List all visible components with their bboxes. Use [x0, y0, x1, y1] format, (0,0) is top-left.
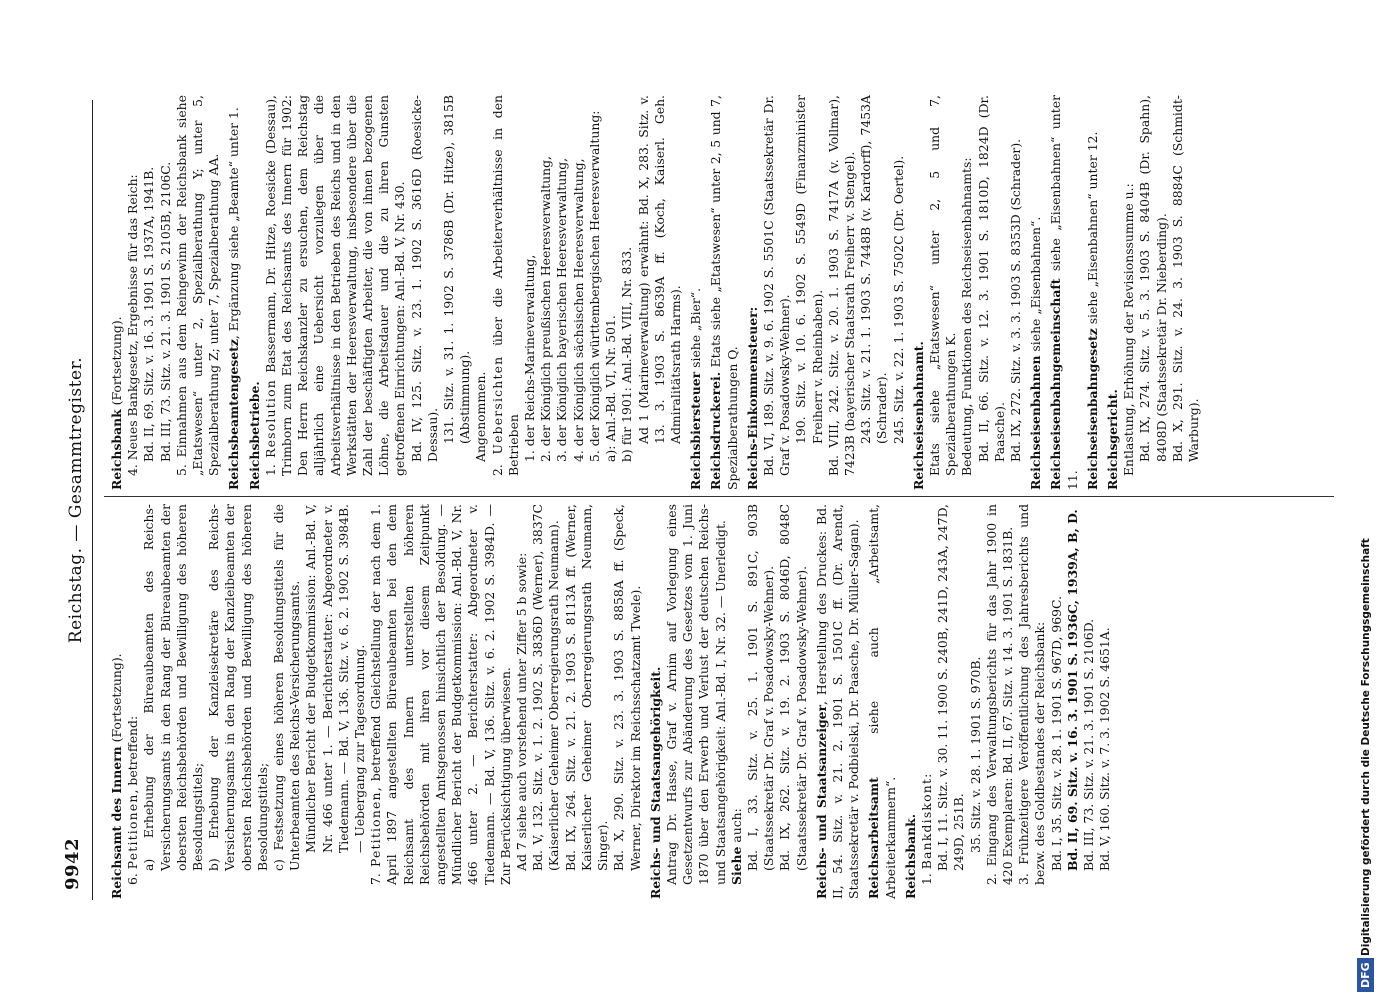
left-column-entry: Antrag Dr. Hasse, Graf v. Arnim auf Vorlegung eines Gesetzentwurfs zur Abänderung des Gesetzes vom 1. Juni 1870 über den Erwerb und Verlust der deutschen Reichs- und Staatsangehörigkeit: Anl.-Bd. I, Nr. 32. — Unerledigt. [663, 504, 728, 885]
left-column-entry: Reichs- und Staatsanzeiger, Herstellung des Druckes: Bd. II, 54. Sitz. v. 21. 2. 1901 S. 1501C ff. (Dr. Arendt, Staatssekretär v. Podbielski, Dr. Paasche, Dr. Müller-Sagan). [813, 504, 862, 899]
left-column-entry: 35. Sitz. v. 28. 1. 1901 S. 970B. [967, 656, 983, 853]
right-column-entry: Entlastung, Erhöhung der Revisionssumme u.: [1121, 183, 1137, 476]
left-column-entry: Bd. II, 69. Sitz. v. 16. 3. 1901 S. 1936C, 1939A, B, D. [1064, 509, 1080, 871]
left-column-entry: Bd. I, 35. Sitz. v. 28. 1. 1901 S. 967D, 969C. [1048, 595, 1064, 871]
right-column-entry: 1. Resolution Bassermann, Dr. Hitze, Roesicke (Dessau), Trimborn zum Etat des Reichsamts des Innern für 1902: Den Herrn Reichskanzler zu ersuchen, dem Reichstag alljährlich eine Uebersicht vorzulegen über die Arbeitsverhältnisse in den Betrieben des Reichs und in den Werkstätten der Heeresverwaltung, insbesondere über die Zahl der beschäftigten Arbeiter, die von ihnen bezogenen Löhne, die Arbeitsdauer und die zu ihren Gunsten getroffenen Einrichtungen: Anl.-Bd. V, Nr. 430. [262, 95, 408, 476]
left-column-entry: Siehe auch: [728, 808, 744, 885]
right-column-entry: a): Anl.-Bd. VI, Nr. 501. [603, 315, 619, 462]
right-column-entry: Bd. IX, 274. Sitz. v. 5. 3. 1903 S. 8404B (Dr. Spahn), 8408D (Staatssekretär Dr. Nieberding). [1137, 95, 1169, 462]
left-column-entry: Reichsamt des Innern (Fortsetzung). [109, 653, 124, 899]
left-column-entry: Bd. X, 290. Sitz. v. 23. 3. 1903 S. 8858A ff. (Speck, Werner, Direktor im Reichsschatzamt Twele). [611, 504, 643, 871]
right-column-entry: Angenommen. [473, 371, 489, 462]
right-column-entry: Bd. IX, 272. Sitz. v. 3. 3. 1903 S. 8353D (Schrader). [1007, 138, 1023, 462]
right-column-entry: 2. Uebersichten über die Arbeiterverhältnisse in den Betrieben [489, 94, 521, 476]
left-column-entry: Bd. V, 160. Sitz. v. 7. 3. 1902 S. 4651A. [1097, 627, 1113, 871]
left-column-entry: b) Erhebung der Kanzleisekretäre des Reichs-Versicherungsamts in den Rang der Kanzleibeamten der obersten Reichsbehörden und Bewilligung des höheren Besoldungstitels; [206, 504, 270, 871]
right-column-entry: Bd. II, 66. Sitz. v. 12. 3. 1901 S. 1810D, 1824D (Dr. Paasche). [975, 95, 1007, 462]
left-column-entry: Bd. III, 73. Sitz. v. 21. 3. 1901 S. 2106D. [1080, 618, 1096, 871]
page-number: 9942 [62, 837, 83, 890]
dfg-logo: DFG [1357, 958, 1374, 992]
right-column-entry: 4. Neues Bankgesetz, Ergebnisse für das Reich: [125, 174, 141, 476]
right-column-entry: 131. Sitz. v. 31. 1. 1902 S. 3786B (Dr. Hitze), 3815B (Abstimmung). [441, 95, 473, 444]
left-column-entry: c) Festsetzung eines höheren Besoldungstitels für die Unterbeamten des Reichs-Versicherungsamts. [271, 504, 303, 871]
right-column-entry: b) für 1901: Anl.-Bd. VIII, Nr. 833. [619, 246, 635, 462]
right-column-entry: Reichsbank (Fortsetzung). [109, 316, 124, 490]
right-column-entry: Reichsbiersteuer siehe „Bier“. [688, 287, 704, 490]
running-head: Reichstag. — Gesammtregister. [66, 356, 86, 644]
right-column-entry: Reichsgericht. [1104, 389, 1120, 490]
left-column-entry: Reichsarbeitsamt siehe auch „Arbeitsamt, Arbeiterkammern“. [866, 504, 898, 899]
right-column-entry: 243. Sitz. v. 21. 1. 1903 S. 7448B (v. Kardorff), 7453A (Schrader). [858, 95, 890, 444]
left-column-entry: 1. Bankdiskont: [918, 773, 934, 885]
right-column-entry: 5. der Königlich württembergischen Heeresverwaltung: [586, 110, 602, 462]
right-column-entry: Bd. VI, 189. Sitz. v. 9. 6. 1902 S. 5501C (Staatssekretär Dr. Graf v. Posadowsky-Wehner). [760, 95, 793, 476]
right-column-entry: 2. der Königlich preußischen Heeresverwaltung, [538, 156, 554, 462]
right-column-entry: 245. Sitz. v. 22. 1. 1903 S. 7502C (Dr. Oertel). [890, 155, 906, 444]
left-column-entry: Mündlicher Bericht der Budgetkommission: Anl.-Bd. V, Nr. 466 unter 1. — Berichterstatter: Abgeordneter v. Tiedemann. — Bd. V, 136. Sitz. v. 6. 2. 1902 S. 3984B. — Uebergang zur Tagesordnung. [303, 504, 368, 853]
right-column-entry: Bd. X, 291. Sitz. v. 24. 3. 1903 S. 8884C (Schmidt-Warburg). [1169, 95, 1201, 462]
right-column-entry: Reichsbetriebe. [246, 381, 262, 490]
column-divider [104, 496, 1334, 497]
left-column-entry: 2. Eingang des Verwaltungsberichts für das Jahr 1900 in 420 Exemplaren: Bd. II, 67. Sitz. v. 14. 3. 1901 S. 1831B. [983, 504, 1015, 885]
right-column-entry: Reichsdruckerei. Etats siehe „Etatswesen“ unter 2, 5 und 7, Spezialberathungen Q. [708, 95, 740, 490]
right-column-entry: Etats siehe „Etatswesen“ unter 2, 5 und 7, Spezialberathungen K. [926, 95, 959, 476]
right-column-entry: 1. der Reichs-Marineverwaltung, [522, 254, 538, 462]
right-column-entry: Reichseisenbahnamt. [910, 341, 926, 490]
right-column-entry: Bd. VIII, 242. Sitz. v. 20. 1. 1903 S. 7417A (v. Vollmar), 7423B (bayerischer Staatsrath Freiherr v. Stengel). [825, 95, 857, 476]
left-column-entry: Bd. V, 132. Sitz. v. 1. 2. 1902 S. 3836D (Werner), 3837C (Kaiserlicher Geheimer Oberregierungsrath Neumann). [530, 504, 562, 871]
header-rule [92, 100, 93, 900]
left-column-entry: Reichsbank. [902, 813, 918, 899]
right-column-entry: 4. der Königlich sächsischen Heeresverwaltung, [570, 158, 586, 462]
right-column-entry: 190. Sitz. v. 10. 6. 1902 S. 5549D (Finanzminister Freiherr v. Rheinbaben). [793, 95, 825, 444]
left-column-entry: 3. Frühzeitigere Veröffentlichung des Jahresberichts und bezw. des Goldbestandes der Reichsbank: [1016, 504, 1048, 885]
left-column-entry: a) Erhebung der Büreaubeamten des Reichs-Versicherungsamts in den Rang der Büreaubeamten der obersten Reichsbehörden und Bewilligung des höheren Besoldungstitels; [141, 504, 206, 871]
left-column-entry: Bd. IX, 264. Sitz. v. 21. 2. 1903 S. 8113A ff. (Werner, Kaiserlicher Geheimer Oberregierungsrath Neumann, Singer). [562, 504, 611, 871]
left-column-entry: Bd. I, 11. Sitz. v. 30. 11. 1900 S. 240B, 241D, 243A, 247D, 249D, 251B. [935, 504, 967, 871]
right-column-entry: Bedeutung, Funktionen des Reichseisenbahnamts: [959, 157, 975, 476]
right-column-entry: 3. der Königlich bayerischen Heeresverwaltung, [554, 157, 570, 462]
left-column-entry: Reichs- und Staatsangehörigkeit. [647, 666, 663, 899]
right-column-entry: Bd. II, 69. Sitz. v. 16. 3. 1901 S. 1937A, 1941B. [141, 166, 157, 462]
left-column-entry: Bd. I, 33. Sitz. v. 25. 1. 1901 S. 891C, 903B (Staatssekretär Dr. Graf v. Posadowsky-Wehner). [744, 504, 777, 871]
right-column-entry: Ad 1 (Marineverwaltung) erwähnt: Bd. X, 283. Sitz. v. 13. 3. 1903 S. 8639A ff. (Koch, Kaiserl. Geh. Admiralitätsrath Harms). [635, 95, 683, 444]
right-column [105, 95, 1202, 490]
digitization-note: Digitalisierung gefördert durch die Deutsche Forschungsgemeinschaft [1360, 538, 1372, 956]
left-column-entry: 6. Petitionen, betreffend: [125, 715, 141, 885]
left-column-entry: Bd. IX, 262. Sitz. v. 19. 2. 1903 S. 8046D, 8048C (Staatssekretär Dr. Graf v. Posadowsky-Wehner). [777, 504, 809, 871]
right-column-entry: Bd. IV, 125. Sitz. v. 23. 1. 1902 S. 3616D (Roesicke-Dessau). [408, 95, 440, 462]
right-column-entry: Reichs-Einkommensteuer: [744, 306, 760, 490]
right-column-entry: Reichseisenbahngesetz siehe „Eisenbahnen“ unter 12. [1084, 131, 1100, 490]
right-column-entry: 5. Einnahmen aus dem Reingewinn der Reichsbank siehe „Etatswesen“ unter 2, Spezialberathung Y; unter 5, Spezialberathung Z; unter 7, Spezialberathung AA. [173, 95, 222, 476]
right-column-entry: Reichsbeamtengesetz, Ergänzung siehe „Beamte“ unter 1. [226, 107, 242, 490]
right-column-entry: Reichseisenbahngemeinschaft siehe „Eisenbahnen“ unter 11. [1048, 95, 1080, 490]
right-column-entry: Reichseisenbahnen siehe „Eisenbahnen“. [1028, 216, 1044, 490]
left-column-entry: 7. Petitionen, betreffend Gleichstellung der nach dem 1. April 1897 angestellten Büreaubeamten bei den dem Reichsamt des Innern unterstellten höheren Reichsbehörden mit ihren vor diesem Zeitpunkt angestellten Amtsgenossen hinsichtlich der Besoldung. — Mündlicher Bericht der Budgetkommission: Anl.-Bd. V, Nr. 466 unter 2. — Berichterstatter: Abgeordneter v. Tiedemann. — Bd. V, 136. Sitz. v. 6. 2. 1902 S. 3984D. — Zur Berücksichtigung überwiesen. [368, 504, 513, 885]
left-column [105, 504, 1113, 899]
right-column-entry: Bd. III, 73. Sitz. v. 21. 3. 1901 S. 2105B, 2106C. [157, 161, 173, 462]
left-column-entry: Ad 7 siehe auch vorstehend unter Ziffer 5 b sowie: [514, 552, 530, 871]
